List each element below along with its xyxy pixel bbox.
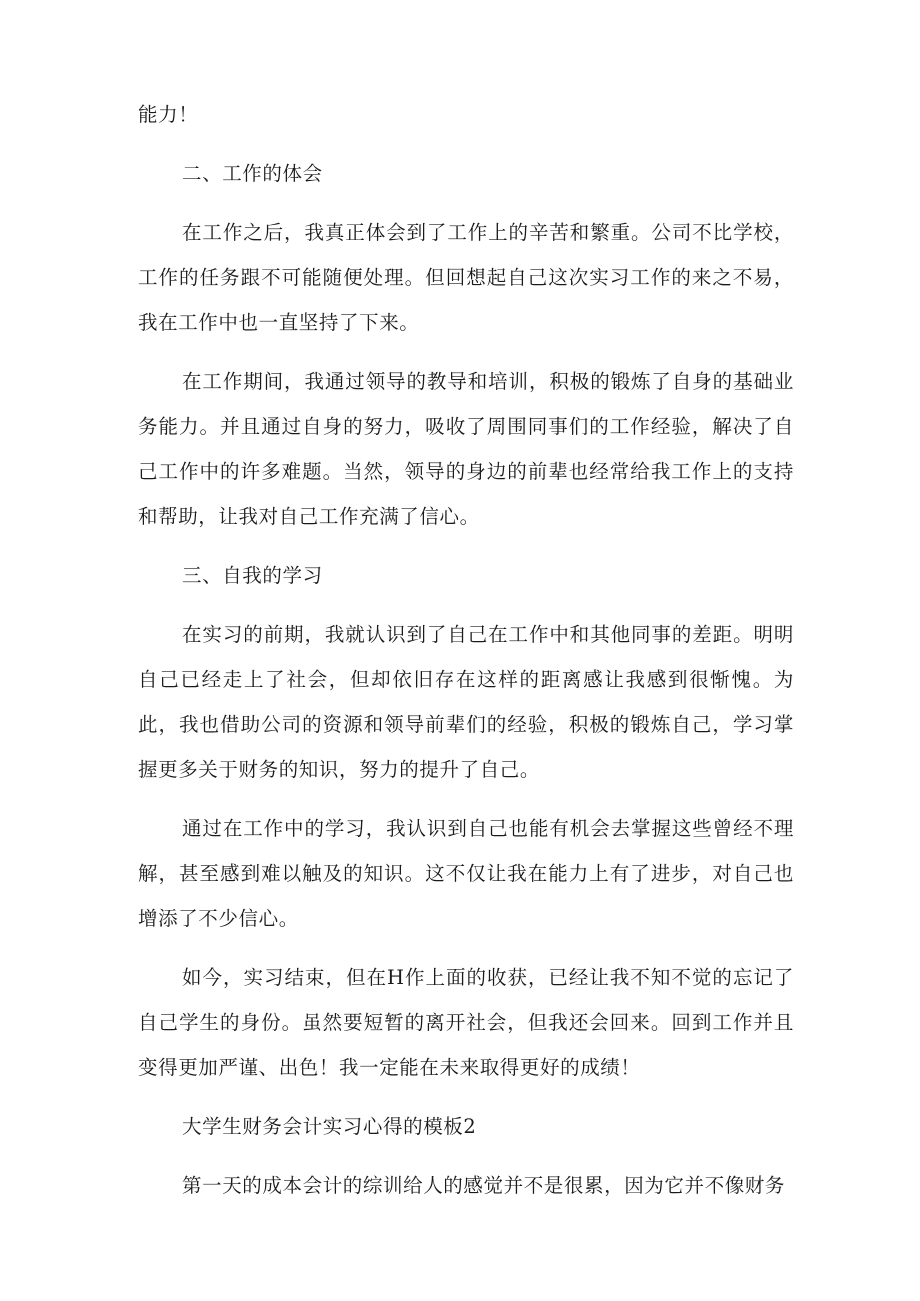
paragraph-early-internship: 在实习的前期，我就认识到了自己在工作中和其他同事的差距。明明自己已经走上了社会，但却依旧存在这样的距离感让我感到很惭愧。为此，我也借助公司的资源和领导前辈们的经验，积极的锻炼自己，学习掌握更多关于财务的知识，努力的提升了自己。 [138,623,794,781]
article-title-template-2: 大学生财务会计实习心得的模板2 [182,1115,477,1138]
paragraph-work-hardship: 在工作之后，我真正体会到了工作上的辛苦和繁重。公司不比学校，工作的任务跟不可能随便处理。但回想起自己这次实习工作的来之不易，我在工作中也一直坚持了下来。 [138,221,794,334]
paragraph-continuation: 能力！ [138,103,199,126]
paragraph-internship-end: 如今，实习结束，但在H作上面的收获，已经让我不知不觉的忘记了自己学生的身份。虽然要短暂的离开社会，但我还会回来。回到工作并且变得更加严谨、出色！我一定能在未来取得更好的成绩！ [138,966,794,1079]
paragraph-work-period: 在工作期间，我通过领导的教导和培训，积极的锻炼了自身的基础业务能力。并且通过自身的努力，吸收了周围同事们的工作经验，解决了自己工作中的许多难题。当然，领导的身边的前辈也经常给我工作上的支持和帮助，让我对自己工作充满了信心。 [138,370,794,528]
document-page [138,92,794,1222]
paragraph-learning-progress: 通过在工作中的学习，我认识到自己也能有机会去掌握这些曾经不理解，甚至感到难以触及的知识。这不仅让我在能力上有了进步，对自己也增添了不少信心。 [138,817,794,930]
section-heading-self-learning: 三、自我的学习 [182,564,323,587]
section-heading-work-experience: 二、工作的体会 [182,162,323,185]
paragraph-first-day: 第一天的成本会计的综训给人的感觉并不是很累，因为它并不像财务 [182,1174,786,1197]
